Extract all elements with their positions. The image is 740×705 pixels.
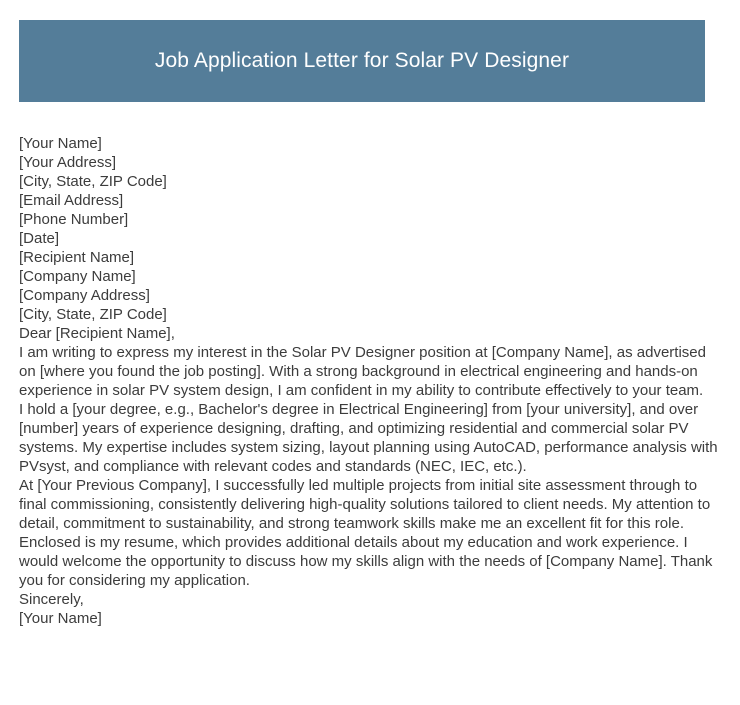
document-header-banner	[19, 20, 705, 102]
sender-line-name: [Your Name]	[19, 135, 102, 152]
signature-block	[19, 590, 723, 628]
recipient-line-company: [Company Name]	[19, 268, 136, 285]
sender-line-phone: [Phone Number]	[19, 211, 129, 228]
recipient-line-city: [City, State, ZIP Code]	[19, 306, 167, 323]
letter-body	[19, 134, 723, 628]
sender-address-block	[19, 134, 723, 248]
page-title: Job Application Letter for Solar PV Designer	[154, 49, 570, 73]
recipient-line-address: [Company Address]	[19, 287, 150, 304]
body-paragraph-2: I hold a [your degree, e.g., Bachelor's degree in Electrical Engineering] from [your university], and over [number] years of experience designing, drafting, and optimizing residential and commercial solar PV systems. My expertise includes system sizing, layout planning using AutoCAD, performance analysis with PVsyst, and compliance with relevant codes and standards (NEC, IEC, etc.).	[19, 401, 718, 475]
closing-salutation: Sincerely,	[19, 591, 84, 608]
sender-line-date: [Date]	[19, 230, 60, 247]
salutation: Dear [Recipient Name],	[19, 325, 175, 342]
body-paragraph-3: At [Your Previous Company], I successfully led multiple projects from initial site assessment through to final commissioning, consistently delivering high-quality solutions tailored to client needs. My attention to detail, commitment to sustainability, and strong teamwork skills make me an excellent fit for this role.	[19, 477, 711, 532]
signature-name: [Your Name]	[19, 610, 102, 627]
recipient-line-name: [Recipient Name]	[19, 249, 135, 266]
body-paragraph-1: I am writing to express my interest in the Solar PV Designer position at [Company Name], as advertised on [where you found the job posting]. With a strong background in electrical engineering and hands-on experience in solar PV system design, I am confident in my ability to contribute effectively to your team.	[19, 344, 706, 399]
sender-line-email: [Email Address]	[19, 192, 124, 209]
sender-line-address: [Your Address]	[19, 154, 117, 171]
body-paragraph-4: Enclosed is my resume, which provides additional details about my education and work experience. I would welcome the opportunity to discuss how my skills align with the needs of [Company Name]. Thank you for considering my application.	[19, 534, 713, 589]
recipient-address-block	[19, 248, 723, 324]
sender-line-city: [City, State, ZIP Code]	[19, 173, 167, 190]
